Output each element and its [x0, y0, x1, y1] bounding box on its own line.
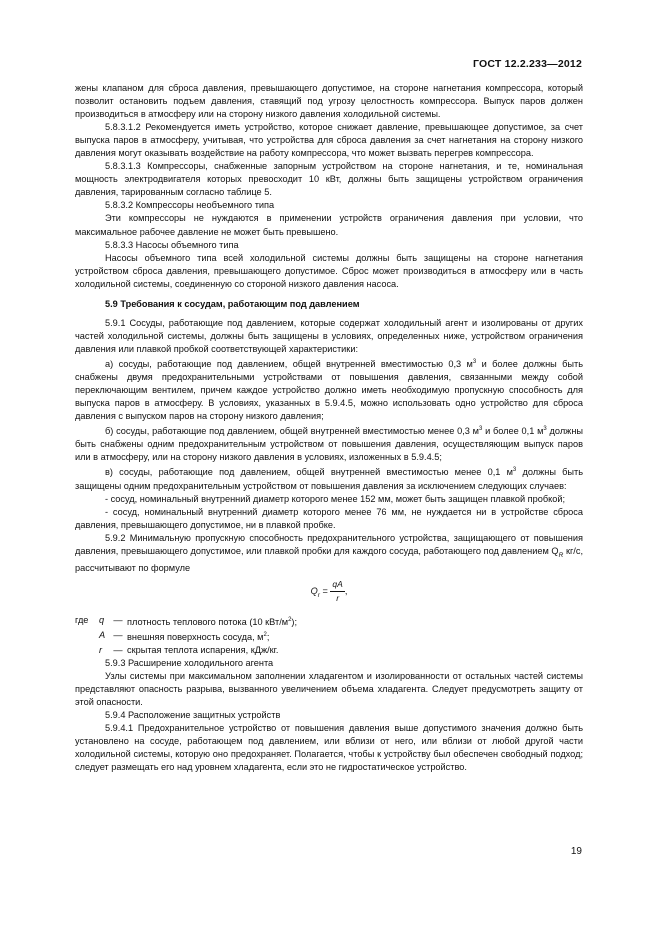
subsection-heading: 5.9.4 Расположение защитных устройств: [105, 710, 281, 721]
formula: $Q_r$ = $\frac{qA}{r}$ ,: [75, 578, 583, 608]
legend-row: A — внешняя поверхность сосуда, $м^2$;: [99, 629, 270, 642]
paragraph: Эти компрессоры не нуждаются в применении устройств ограничения давления при условии, что максимальное рабочее давление не может быть превышено.: [75, 213, 583, 237]
paragraph: 5.9.2 Минимальную пропускную способность предохранительного устройства, защищающего от повышения давления, превышающего допустимое, или плавкой пробки для каждого сосуда, работающего под давлением $Q_R$ кг/с, рассчитывают по формуле: [75, 532, 584, 573]
paragraph: 5.8.3.1.2 Рекомендуется иметь устройство, которое снижает давление, превышающее допустимое, за счет выпуска паров в атмосферу, учитывая, что устройства для сброса давления за счет нагнетания на сторону низкого давления могут оказывать воздействие на работу компрессора, что может вызвать перегрев компрессора.: [75, 122, 583, 159]
paragraph: 5.9.4.1 Предохранительное устройство от повышения давления выше допустимого значения должно быть установлено на сосуде, работающем под давлением, или вблизи от него, или вблизи от любой другой части холодильной системы, которую оно предохраняет. Полагается, чтобы к устройству был обеспечен свободный подход; следует размещать его над уровнем хладагента, если это не гидростатическое устройство.: [75, 723, 583, 773]
section-heading: 5.9 Требования к сосудам, работающим под давлением: [105, 298, 360, 309]
list-item: - сосуд, номинальный внутренний диаметр которого менее 76 мм, не нуждается ни в устройстве сброса давления, превышающего допустимое, ни в плавкой пробке.: [75, 506, 583, 530]
document-header: ГОСТ 12.2.233—2012: [473, 58, 582, 70]
paragraph: Насосы объемного типа всей холодильной системы должны быть защищены на стороне нагнетания устройством сброса давления, превышающего допустимое. Сброс может производиться в атмосферу или в часть холодильной системы, соединенную со стороной низкого давления насоса.: [75, 252, 583, 289]
list-item: в) сосуды, работающие под давлением, общей внутренней вместимостью менее 0,1 $м^3$ должны быть защищены одним предохранительным устройством от повышения давления за исключением следующих случаев:: [75, 467, 583, 491]
page-number: 19: [570, 846, 582, 857]
subsection-heading: 5.8.3.3 Насосы объемного типа: [105, 239, 239, 250]
formula-fraction: $\frac{qA}{r}$: [332, 578, 343, 603]
paragraph: Узлы системы при максимальном заполнении хладагентом и изолированности от остальных частей системы представляют опасность разрыва, вызванного увеличением объема хладагента. Следует предусмотреть защиту от этой опасности.: [75, 671, 583, 708]
legend-row: r — скрытая теплота испарения, кДж/кг.: [99, 644, 279, 655]
paragraph: 5.9.1 Сосуды, работающие под давлением, которые содержат холодильный агент и изолированы от других частей холодильной системы, должны быть защищены в условиях, определенных ниже, устройством ограничения давления или плавкой пробкой соответствующей характеристики:: [75, 317, 583, 354]
legend-row: где q — плотность теплового потока (10 кВт/$м^2$);: [75, 614, 298, 627]
subsection-heading: 5.8.3.2 Компрессоры необъемного типа: [105, 200, 275, 211]
list-item: б) сосуды, работающие под давлением, общей внутренней вместимостью менее 0,3 $м^3$ и более 0,1 $м^3$ должны быть снабжены одним предохранительным устройством от повышения давления, осуществляющим выпуск паров или в атмосферу, или на сторону низкого давления в условиях, изложенных в 5.9.4.5;: [75, 426, 583, 463]
paragraph: жены клапаном для сброса давления, превышающего допустимое, на стороне нагнетания компрессора, который позволит остановить подъем давления, ставящий под угрозу целостность компрессора. Выпуск паров должен производиться в атмосферу или на сторону низкого давления холодильной системы.: [75, 83, 583, 120]
paragraph: 5.8.3.1.3 Компрессоры, снабженные запорным устройством на стороне нагнетания, и те, номинальная мощность электродвигателя которых превосходит 10 кВт, должны быть защищены устройством ограничения давления, тарированным согласно таблице 5.: [75, 161, 583, 198]
list-item: а) сосуды, работающие под давлением, общей внутренней вместимостью 0,3 $м^3$ и более должны быть снабжены двумя предохранительными устройствами от повышения давления, связанными между собой переключающим вентилем, причем каждое устройство должно иметь необходимую пропускную способность для выпуска паров в атмосферу. В условиях, указанных в 5.9.4.5, можно использовать одно устройство для сброса давления с выпуском паров на сторону низкого давления;: [75, 358, 584, 422]
formula-legend: [75, 614, 297, 657]
page-body: [75, 82, 583, 774]
subsection-heading: 5.9.3 Расширение холодильного агента: [105, 657, 274, 668]
list-item: - сосуд, номинальный внутренний диаметр которого менее 152 мм, может быть защищен плавкой пробкой;: [105, 493, 566, 504]
